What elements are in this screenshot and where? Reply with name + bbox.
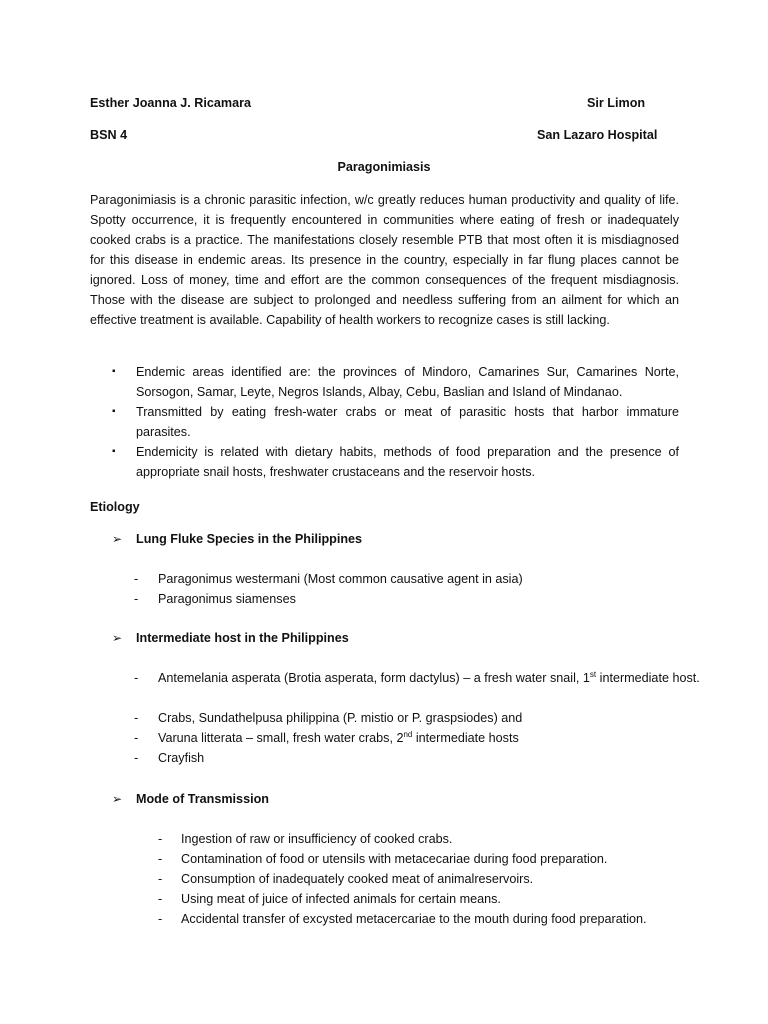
intro-paragraph: Paragonimiasis is a chronic parasitic infection, w/c greatly reduces human productivity and quality of life. Spotty occurrence, it is frequently encountered in communities where eating of fresh or inadequately cooked crabs is a practice. The manifestations closely resemble PTB that most often it is misdiagnosed for this disease in endemic areas. Its presence in the country, especially in far flung places cannot be ignored. Loss of money, time and effort are the common consequences of the frequent misdiagnosis. Those with the disease are subject to prolonged and needless suffering from an ailment for which an effective treatment is available. Capability of health workers to recognize cases is still lacking.: [90, 193, 679, 327]
list-item: - Antemelania asperata (Brotia asperata, form dactylus) – a fresh water snail, 1st intermediate host.: [134, 669, 700, 685]
list-item: - Paragonimus westermani (Most common causative agent in asia): [134, 572, 523, 586]
arrow-bullet-icon: ➢: [112, 631, 123, 645]
species-heading: ➢ Lung Fluke Species in the Philippines: [112, 529, 362, 549]
document-title: Paragonimiasis: [337, 160, 431, 174]
list-item: ▪ Transmitted by eating fresh-water crabs or meat of parasitic hosts that harbor immature parasites.: [90, 402, 679, 442]
etiology-heading: Etiology: [90, 500, 140, 514]
host-heading: ➢ Intermediate host in the Philippines: [112, 628, 349, 648]
arrow-bullet-icon: ➢: [112, 532, 123, 546]
hospital-name: San Lazaro Hospital: [537, 128, 658, 142]
square-bullet-icon: ▪: [112, 366, 116, 377]
list-item: - Consumption of inadequately cooked meat of animalreservoirs.: [158, 872, 534, 886]
square-bullet-icon: ▪: [112, 446, 116, 457]
course-label: BSN 4: [90, 128, 128, 142]
list-item: - Paragonimus siamenses: [134, 592, 296, 606]
bullet-list: [90, 362, 679, 482]
arrow-bullet-icon: ➢: [112, 792, 123, 806]
student-name: Esther Joanna J. Ricamara: [90, 96, 251, 110]
list-item: ▪ Endemicity is related with dietary habits, methods of food preparation and the presence of appropriate snail hosts, freshwater crustaceans and the reservoir hosts.: [90, 442, 679, 482]
list-item: - Using meat of juice of infected animals for certain means.: [158, 892, 501, 906]
list-item: - Contamination of food or utensils with metacecariae during food preparation.: [158, 852, 608, 866]
transmission-heading: ➢ Mode of Transmission: [112, 789, 269, 809]
list-item: - Varuna litterata – small, fresh water crabs, 2nd intermediate hosts: [134, 729, 519, 745]
square-bullet-icon: ▪: [112, 406, 116, 417]
list-item: - Ingestion of raw or insufficiency of cooked crabs.: [158, 832, 453, 846]
instructor-name: Sir Limon: [587, 96, 646, 110]
list-item: - Accidental transfer of excysted metacercariae to the mouth during food preparation.: [158, 912, 647, 926]
list-item: ▪ Endemic areas identified are: the provinces of Mindoro, Camarines Sur, Camarines Norte, Sorsogon, Samar, Leyte, Negros Islands, Albay, Cebu, Baslian and Island of Mindanao.: [90, 362, 679, 402]
list-item: - Crayfish: [134, 751, 205, 765]
list-item: - Crabs, Sundathelpusa philippina (P. mistio or P. graspsiodes) and: [134, 711, 523, 725]
